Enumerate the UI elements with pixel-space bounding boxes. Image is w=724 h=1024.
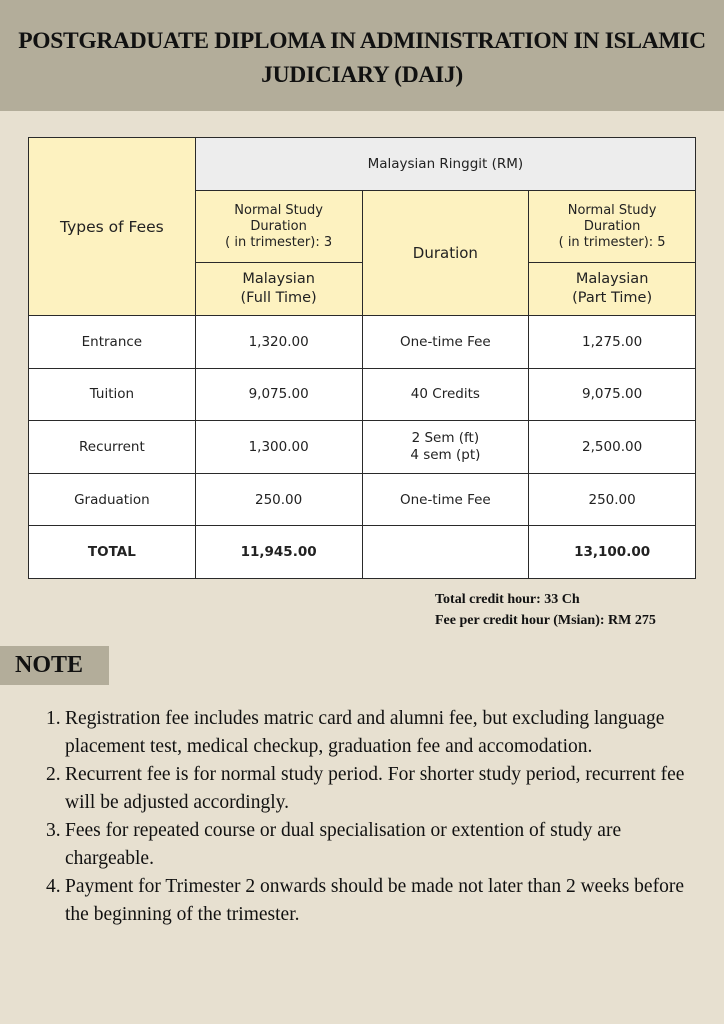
full-time-amount-cell: 1,300.00 <box>195 421 362 474</box>
total-part-time-cell: 13,100.00 <box>529 526 696 579</box>
fee-type-cell: Entrance <box>29 316 196 369</box>
note-heading: NOTE <box>0 646 109 685</box>
part-time-amount-cell: 250.00 <box>529 473 696 526</box>
full-time-category-line2: (Full Time) <box>240 290 317 306</box>
part-time-duration-header <box>529 191 696 263</box>
note-number: 2. <box>46 764 61 785</box>
part-time-category-line2: (Part Time) <box>572 290 653 306</box>
duration-cell <box>362 421 529 474</box>
part-time-category-line1: Malaysian <box>575 271 649 287</box>
total-duration-cell <box>362 526 529 579</box>
table-row-graduation <box>29 473 696 526</box>
part-time-amount-cell: 9,075.00 <box>529 368 696 421</box>
currency-header: Malaysian Ringgit (RM) <box>195 138 695 191</box>
fee-per-credit-hour: Fee per credit hour (Msian): RM 275 <box>435 613 656 628</box>
table-row-recurrent <box>29 421 696 474</box>
fees-table <box>28 137 696 579</box>
duration-line2: 4 sem (pt) <box>410 446 481 463</box>
fee-type-cell: Recurrent <box>29 421 196 474</box>
total-credit-hour: Total credit hour: 33 Ch <box>435 592 580 607</box>
credit-info <box>435 589 656 631</box>
duration-cell: 40 Credits <box>362 368 529 421</box>
note-number: 1. <box>46 708 61 729</box>
full-time-duration-line2: Duration <box>250 218 307 234</box>
title-banner <box>0 0 724 111</box>
types-of-fees-header: Types of Fees <box>29 138 196 316</box>
note-item <box>46 873 686 929</box>
full-time-category-header <box>195 263 362 316</box>
full-time-duration-header <box>195 191 362 263</box>
part-time-duration-line2: Duration <box>583 218 641 234</box>
full-time-duration-line1: Normal Study <box>234 202 323 218</box>
notes-list <box>46 705 686 929</box>
part-time-duration-line3: ( in trimester): 5 <box>558 234 666 250</box>
part-time-amount-cell: 1,275.00 <box>529 316 696 369</box>
full-time-duration-line3: ( in trimester): 3 <box>225 234 333 250</box>
duration-header: Duration <box>362 191 529 316</box>
note-text: Registration fee includes matric card and alumni fee, but excluding language placement test, medical checkup, graduation fee and accomodation. <box>65 708 665 757</box>
note-number: 3. <box>46 820 61 841</box>
total-full-time-cell: 11,945.00 <box>195 526 362 579</box>
header-row-1 <box>29 138 696 191</box>
duration-line1: 2 Sem (ft) <box>411 429 480 446</box>
full-time-category-line1: Malaysian <box>242 271 315 287</box>
part-time-duration-line1: Normal Study <box>567 202 657 218</box>
table-row-tuition <box>29 368 696 421</box>
part-time-category-header <box>529 263 696 316</box>
duration-cell: One-time Fee <box>362 316 529 369</box>
full-time-amount-cell: 9,075.00 <box>195 368 362 421</box>
full-time-amount-cell: 1,320.00 <box>195 316 362 369</box>
note-item <box>46 817 686 873</box>
full-time-amount-cell: 250.00 <box>195 473 362 526</box>
fee-type-cell: Graduation <box>29 473 196 526</box>
table-row-total <box>29 526 696 579</box>
page-title: POSTGRADUATE DIPLOMA IN ADMINISTRATION IN ISLAMIC JUDICIARY (DAIJ) <box>18 27 706 88</box>
duration-cell: One-time Fee <box>362 473 529 526</box>
note-text: Fees for repeated course or dual specialisation or extention of study are chargeable. <box>65 820 622 869</box>
fee-type-cell: Tuition <box>29 368 196 421</box>
note-item <box>46 761 686 817</box>
note-item <box>46 705 686 761</box>
note-text: Recurrent fee is for normal study period. For shorter study period, recurrent fee will be adjusted accordingly. <box>65 764 685 813</box>
total-label-cell: TOTAL <box>29 526 196 579</box>
note-text: Payment for Trimester 2 onwards should be made not later than 2 weeks before the beginning of the trimester. <box>65 876 684 925</box>
part-time-amount-cell: 2,500.00 <box>529 421 696 474</box>
note-number: 4. <box>46 876 61 897</box>
table-row-entrance <box>29 316 696 369</box>
